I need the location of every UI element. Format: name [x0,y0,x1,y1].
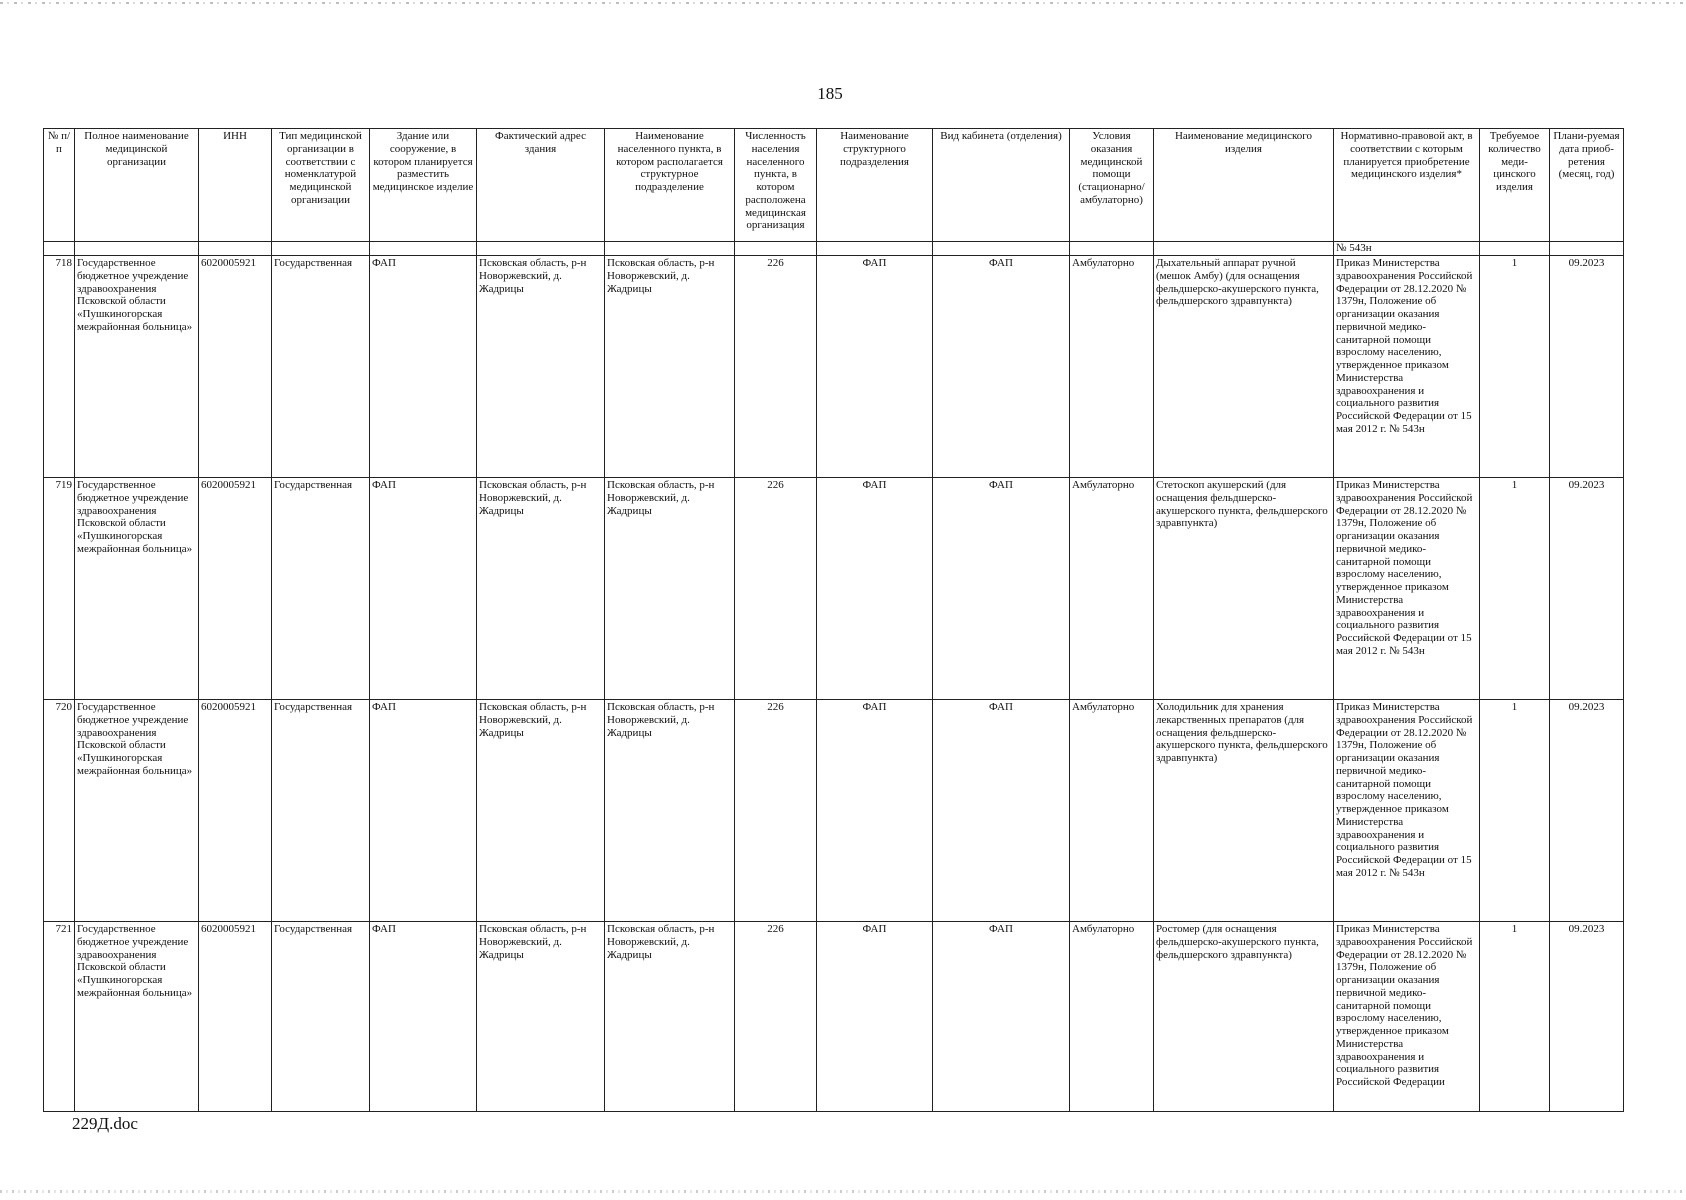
table-cell [1550,242,1624,256]
header-cell: Наименование населенного пункта, в котором располагается структурное подразделение [605,129,735,242]
cabinet-cell: ФАП [933,256,1070,478]
table-cell [199,242,272,256]
organization-type: Государственная [272,256,370,478]
organization-name: Государственное бюджетное учреждение здравоохранения Псковской области «Пушкиногорская межрайонная больница» [75,478,199,700]
organization-type: Государственная [272,700,370,922]
settlement-cell: Псковская область, р-н Новоржевский, д. Жадрицы [605,700,735,922]
cabinet-cell: ФАП [933,478,1070,700]
row-number: 721 [44,922,75,1112]
legal-act: Приказ Министерства здравоохранения Российской Федерации от 28.12.2020 № 1379н, Положение об организации оказания первичной медико-санитарной помощи взрослому населению, утвержденное приказом Министерства здравоохранения и социального развития Российской Федерации от 15 мая 2012 г. № 543н [1334,700,1480,922]
inn-cell: 6020005921 [199,700,272,922]
address-cell: Псковская область, р-н Новоржевский, д. Жадрицы [477,700,605,922]
table-cell [370,242,477,256]
legal-act: Приказ Министерства здравоохранения Российской Федерации от 28.12.2020 № 1379н, Положение об организации оказания первичной медико-санитарной помощи взрослому населению, утвержденное приказом Министерства здравоохранения и социального развития Российской Федерации от 15 мая 2012 г. № 543н [1334,256,1480,478]
table-cell [735,242,817,256]
table-cell [75,242,199,256]
quantity-cell: 1 [1480,256,1550,478]
address-cell: Псковская область, р-н Новоржевский, д. Жадрицы [477,922,605,1112]
table-cell [1480,242,1550,256]
table-cell [817,242,933,256]
unit-cell: ФАП [817,700,933,922]
inn-cell: 6020005921 [199,922,272,1112]
header-cell: ИНН [199,129,272,242]
population-cell: 226 [735,478,817,700]
planned-date: 09.2023 [1550,700,1624,922]
table-cell [1154,242,1334,256]
settlement-cell: Псковская область, р-н Новоржевский, д. Жадрицы [605,922,735,1112]
device-name: Дыхательный аппарат ручной (мешок Амбу) (для оснащения фельдшерско-акушерского пункта, фельдшерского здравпункта) [1154,256,1334,478]
legal-act: Приказ Министерства здравоохранения Российской Федерации от 28.12.2020 № 1379н, Положение об организации оказания первичной медико-санитарной помощи взрослому населению, утвержденное приказом Министерства здравоохранения и социального развития Российской Федерации [1334,922,1480,1112]
building-cell: ФАП [370,700,477,922]
legal-act: Приказ Министерства здравоохранения Российской Федерации от 28.12.2020 № 1379н, Положение об организации оказания первичной медико-санитарной помощи взрослому населению, утвержденное приказом Министерства здравоохранения и социального развития Российской Федерации от 15 мая 2012 г. № 543н [1334,478,1480,700]
organization-type: Государственная [272,922,370,1112]
device-name: Холодильник для хранения лекарственных препаратов (для оснащения фельдшерско-акушерского пункта, фельдшерского здравпункта) [1154,700,1334,922]
table-cell [1070,242,1154,256]
scan-edge-top [0,2,1686,4]
header-cell: № п/п [44,129,75,242]
table-row [44,478,1624,700]
header-cell: Наименование медицинского изделия [1154,129,1334,242]
header-cell: Плани-руемая дата приоб-ретения (месяц, год) [1550,129,1624,242]
planned-date: 09.2023 [1550,922,1624,1112]
unit-cell: ФАП [817,922,933,1112]
row-number: 719 [44,478,75,700]
device-name: Стетоскоп акушерский (для оснащения фельдшерско-акушерского пункта, фельдшерского здравпункта) [1154,478,1334,700]
population-cell: 226 [735,700,817,922]
inn-cell: 6020005921 [199,478,272,700]
conditions-cell: Амбулаторно [1070,922,1154,1112]
header-cell: Условия оказания медицинской помощи (стационарно/ амбулаторно) [1070,129,1154,242]
row-number: 718 [44,256,75,478]
page-number: 185 [817,84,843,103]
table-cell [477,242,605,256]
address-cell: Псковская область, р-н Новоржевский, д. Жадрицы [477,478,605,700]
population-cell: 226 [735,256,817,478]
planned-date: 09.2023 [1550,478,1624,700]
row-number: 720 [44,700,75,922]
carry-over-row [44,242,1624,256]
header-cell: Вид кабинета (отделения) [933,129,1070,242]
inn-cell: 6020005921 [199,256,272,478]
conditions-cell: Амбулаторно [1070,256,1154,478]
table-cell [605,242,735,256]
header-cell: Фактический адрес здания [477,129,605,242]
equipment-registry-table [43,128,1624,1112]
table-cell [272,242,370,256]
footer-filename: 229Д.doc [72,1114,138,1133]
unit-cell: ФАП [817,478,933,700]
carry-over-act-cell: № 543н [1334,242,1480,256]
table-row [44,922,1624,1112]
organization-name: Государственное бюджетное учреждение здравоохранения Псковской области «Пушкиногорская межрайонная больница» [75,922,199,1112]
header-cell: Здание или сооружение, в котором планируется разместить медицинское изделие [370,129,477,242]
settlement-cell: Псковская область, р-н Новоржевский, д. Жадрицы [605,478,735,700]
table-cell [44,242,75,256]
population-cell: 226 [735,922,817,1112]
organization-name: Государственное бюджетное учреждение здравоохранения Псковской области «Пушкиногорская межрайонная больница» [75,256,199,478]
conditions-cell: Амбулаторно [1070,700,1154,922]
header-cell: Полное наименование медицинской организации [75,129,199,242]
quantity-cell: 1 [1480,478,1550,700]
header-cell: Численность населения населенного пункта, в котором расположена медицинская организация [735,129,817,242]
address-cell: Псковская область, р-н Новоржевский, д. Жадрицы [477,256,605,478]
building-cell: ФАП [370,922,477,1112]
table-cell [933,242,1070,256]
header-cell: Тип медицинской организации в соответствии с номенклатурой медицинской организации [272,129,370,242]
unit-cell: ФАП [817,256,933,478]
device-name: Ростомер (для оснащения фельдшерско-акушерского пункта, фельдшерского здравпункта) [1154,922,1334,1112]
organization-type: Государственная [272,478,370,700]
organization-name: Государственное бюджетное учреждение здравоохранения Псковской области «Пушкиногорская межрайонная больница» [75,700,199,922]
quantity-cell: 1 [1480,922,1550,1112]
header-cell: Наименование структурного подразделения [817,129,933,242]
header-cell: Требуемое количество меди-цинского изделия [1480,129,1550,242]
scan-edge-bottom [0,1190,1686,1193]
building-cell: ФАП [370,478,477,700]
header-cell: Нормативно-правовой акт, в соответствии с которым планируется приобретение медицинского изделия* [1334,129,1480,242]
table-row [44,700,1624,922]
cabinet-cell: ФАП [933,922,1070,1112]
building-cell: ФАП [370,256,477,478]
cabinet-cell: ФАП [933,700,1070,922]
quantity-cell: 1 [1480,700,1550,922]
planned-date: 09.2023 [1550,256,1624,478]
header-row [44,129,1624,242]
conditions-cell: Амбулаторно [1070,478,1154,700]
settlement-cell: Псковская область, р-н Новоржевский, д. Жадрицы [605,256,735,478]
table-row [44,256,1624,478]
